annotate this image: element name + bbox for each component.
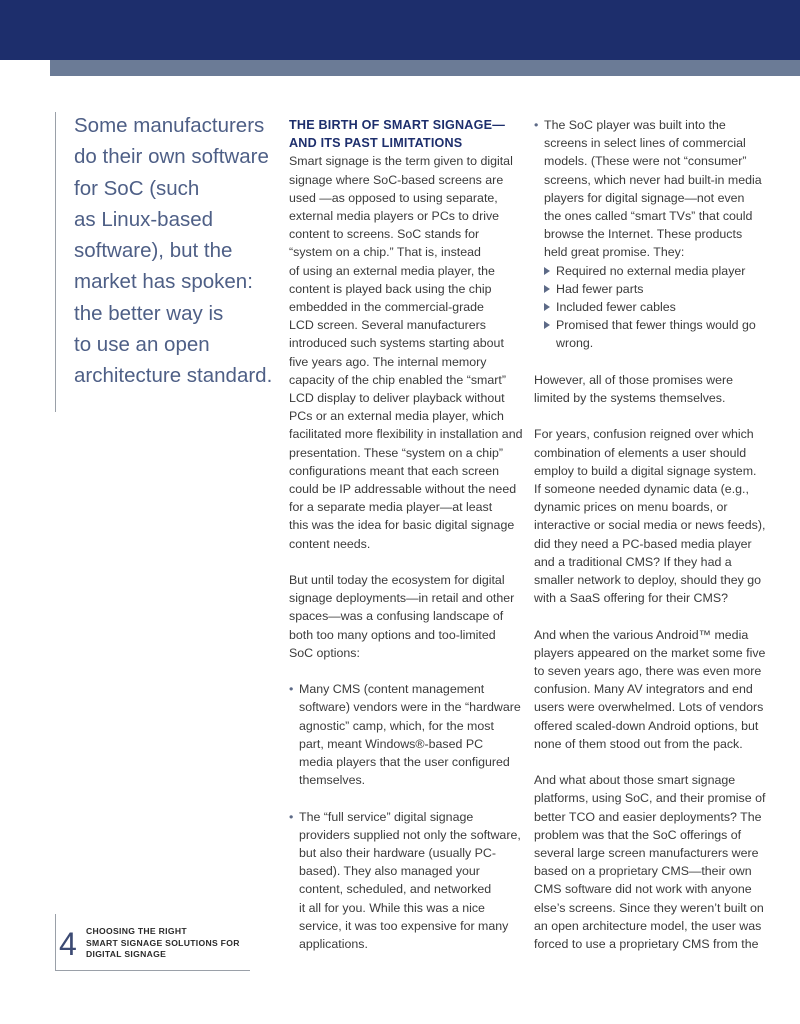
sub-bullet-item — [534, 316, 796, 352]
paragraph-line: and a traditional CMS? If they had a — [534, 554, 732, 569]
footer-rule-horizontal — [55, 970, 250, 971]
sub-bullet-text-line: Promised that fewer things would go — [556, 318, 756, 333]
bullet-text-line: agnostic” camp, which, for the most — [299, 718, 494, 733]
paragraph-line: players appeared on the market some five — [534, 645, 766, 660]
footer-title — [86, 926, 240, 961]
paragraph-gap — [534, 353, 796, 371]
pull-quote-line: market has spoken: — [74, 270, 253, 294]
paragraph-line: smaller network to deploy, should they go — [534, 573, 762, 588]
bullet-text-line: providers supplied not only the software, — [299, 827, 521, 842]
paragraph-line: to seven years ago, there was even more — [534, 664, 762, 679]
paragraph-line: else’s screens. Since they weren’t built on — [534, 900, 764, 915]
bullet-text-line: software) vendors were in the “hardware — [299, 700, 521, 715]
paragraph-gap — [289, 789, 521, 807]
paragraph-line: for a separate media player—at least — [289, 500, 493, 515]
pull-quote-line: do their own software — [74, 145, 269, 169]
paragraph-line: For years, confusion reigned over which — [534, 427, 754, 442]
paragraph-line: better TCO and easier deployments? The — [534, 809, 762, 824]
paragraph-line: signage deployments—in retail and other — [289, 591, 515, 606]
paragraph-gap — [534, 607, 796, 625]
paragraph-line: SoC options: — [289, 645, 360, 660]
footer-title-line: SMART SIGNAGE SOLUTIONS FOR — [86, 937, 240, 948]
paragraph-line: external media players or PCs to drive — [289, 209, 500, 224]
paragraph-gap — [534, 407, 796, 425]
footer-title-line: CHOOSING THE RIGHT — [86, 926, 187, 936]
bullet-text-line: players for digital signage—not even — [544, 190, 745, 205]
bullet-text-line: it all for you. While this was a nice — [299, 900, 485, 915]
bullet-text-line: based). They also managed your — [299, 864, 480, 879]
pull-quote-line: Some manufacturers — [74, 114, 265, 137]
pull-quote-rule — [55, 112, 56, 412]
paragraph-line: platforms, using SoC, and their promise of — [534, 791, 766, 806]
paragraph-line: based on a proprietary CMS—their own — [534, 864, 752, 879]
paragraph-line: “system on a chip.” That is, instead — [289, 245, 481, 260]
paragraph-line: this was the idea for basic digital signage — [289, 518, 515, 533]
sub-bullet-text-line: Had fewer parts — [556, 281, 644, 296]
footer-title-line: DIGITAL SIGNAGE — [86, 949, 167, 959]
paragraph-line: interactive or social media or news feeds), — [534, 518, 766, 533]
paragraph-line: none of them stood out from the pack. — [534, 736, 743, 751]
paragraph-line: an open architecture model, the user was — [534, 918, 762, 933]
bullet-text-line: content, scheduled, and networked — [299, 882, 492, 897]
sub-bullet-text-line: Included fewer cables — [556, 300, 676, 315]
paragraph-line: signage where SoC-based screens are — [289, 172, 504, 187]
paragraph-line: presentation. These “system on a chip” — [289, 445, 503, 460]
paragraph — [534, 626, 796, 753]
sub-bullet-text-line: Required no external media player — [556, 263, 746, 278]
header-band — [0, 0, 800, 60]
bullet-text-line: the ones called “smart TVs” that could — [544, 209, 753, 224]
footer-rule-vertical — [55, 914, 56, 970]
sub-bullet-text-line: wrong. — [556, 336, 594, 351]
paragraph-line: facilitated more flexibility in installation and — [289, 427, 523, 442]
bullet-item — [289, 680, 521, 789]
bullet-item — [534, 116, 796, 262]
paragraph-line: embedded in the commercial-grade — [289, 300, 484, 315]
paragraph — [534, 371, 796, 407]
paragraph-line: And what about those smart signage — [534, 773, 736, 788]
paragraph-line: forced to use a proprietary CMS from the — [534, 937, 759, 952]
paragraph-line: LCD screen. Several manufacturers — [289, 318, 486, 333]
bullet-text-line: The SoC player was built into the — [544, 118, 726, 132]
triangle-bullet-icon — [544, 267, 550, 275]
bullet-text-line: screens, which never had built-in media — [544, 172, 762, 187]
sub-bullet-item — [534, 280, 796, 298]
paragraph-line: capacity of the chip enabled the “smart” — [289, 372, 506, 387]
paragraph-line: offered scaled-down Android options, but — [534, 718, 759, 733]
paragraph-line: PCs or an external media player, which — [289, 409, 504, 424]
bullet-text-line: screens in select lines of commercial — [544, 136, 746, 151]
paragraph-line: configurations meant that each screen — [289, 463, 500, 478]
paragraph-line: limited by the systems themselves. — [534, 391, 726, 406]
header-sub-band — [50, 60, 800, 76]
paragraph-gap — [534, 753, 796, 771]
bullet-text — [534, 116, 796, 262]
paragraph-line: And when the various Android™ media — [534, 627, 749, 642]
paragraph-gap — [289, 662, 521, 680]
paragraph-line: LCD display to deliver playback without — [289, 391, 505, 406]
bullet-text — [289, 808, 521, 954]
bullet-dot: • — [289, 809, 294, 824]
paragraph-line: could be IP addressable without the need — [289, 482, 517, 497]
triangle-bullet-icon — [544, 285, 550, 293]
paragraph — [534, 425, 796, 607]
paragraph-line: content needs. — [289, 536, 371, 551]
paragraph-line: content is played back using the chip — [289, 281, 492, 296]
paragraph-gap — [289, 553, 521, 571]
bullet-text-line: Many CMS (content management — [299, 682, 485, 697]
paragraph-line: combination of elements a user should — [534, 445, 747, 460]
paragraph-line: But until today the ecosystem for digital — [289, 573, 505, 588]
paragraph-line: dynamic prices on menu boards, or — [534, 500, 728, 515]
paragraph-line: several large screen manufacturers were — [534, 846, 759, 861]
paragraph-line: with a SaaS offering for their CMS? — [534, 591, 728, 606]
paragraph-line: introduced such systems starting about — [289, 336, 504, 351]
pull-quote-line: for SoC (such — [74, 176, 200, 200]
bullet-item — [289, 808, 521, 954]
pull-quote-line: architecture standard. — [74, 364, 273, 388]
text-column-left — [289, 116, 521, 953]
section-heading-line: AND ITS PAST LIMITATIONS — [289, 136, 463, 151]
paragraph-line: spaces—was a confusing landscape of — [289, 609, 504, 624]
pull-quote-line: the better way is — [74, 301, 224, 325]
paragraph-line: CMS software did not work with anyone — [534, 882, 752, 897]
paragraph-line: both too many options and too-limited — [289, 627, 496, 642]
paragraph-line: five years ago. The internal memory — [289, 354, 487, 369]
triangle-bullet-icon — [544, 303, 550, 311]
paragraph-line: of using an external media player, the — [289, 263, 495, 278]
bullet-text-line: The “full service” digital signage — [299, 809, 474, 824]
paragraph-line: used —as opposed to using separate, — [289, 190, 498, 205]
bullet-text-line: part, meant Windows®-based PC — [299, 736, 484, 751]
page-number: 4 — [59, 926, 77, 962]
bullet-text-line: browse the Internet. These products — [544, 227, 743, 242]
bullet-dot: • — [534, 118, 539, 132]
paragraph — [289, 152, 521, 552]
pull-quote — [74, 110, 273, 392]
paragraph-line: If someone needed dynamic data (e.g., — [534, 482, 749, 497]
pull-quote-line: software), but the — [74, 239, 233, 263]
paragraph-line: content to screens. SoC stands for — [289, 227, 480, 242]
paragraph-line: users were overwhelmed. Lots of vendors — [534, 700, 764, 715]
paragraph-line: confusion. Many AV integrators and end — [534, 682, 753, 697]
bullet-text-line: but also their hardware (usually PC- — [299, 846, 496, 861]
page-footer — [55, 914, 250, 970]
paragraph-line: employ to build a digital signage system. — [534, 463, 757, 478]
section-heading — [289, 116, 521, 152]
bullet-text-line: models. (These were not “consumer” — [544, 154, 747, 169]
bullet-text-line: held great promise. They: — [544, 245, 685, 260]
paragraph-line: problem was that the SoC offerings of — [534, 827, 742, 842]
triangle-bullet-icon — [544, 321, 550, 329]
pull-quote-line: to use an open — [74, 333, 210, 357]
section-heading-line: THE BIRTH OF SMART SIGNAGE— — [289, 118, 505, 132]
paragraph — [289, 571, 521, 662]
paragraph-line: However, all of those promises were — [534, 372, 734, 387]
bullet-text-line: service, it was too expensive for many — [299, 918, 509, 933]
bullet-text-line: themselves. — [299, 773, 366, 788]
text-column-right — [534, 116, 796, 953]
bullet-dot: • — [289, 682, 294, 697]
bullet-text-line: applications. — [299, 937, 368, 952]
bullet-text — [289, 680, 521, 789]
pull-quote-line: as Linux-based — [74, 207, 214, 231]
bullet-text-line: media players that the user configured — [299, 755, 510, 770]
paragraph-line: did they need a PC-based media player — [534, 536, 752, 551]
paragraph-line: Smart signage is the term given to digital — [289, 154, 513, 169]
sub-bullet-item — [534, 298, 796, 316]
paragraph — [534, 771, 796, 953]
sub-bullet-item — [534, 262, 796, 280]
